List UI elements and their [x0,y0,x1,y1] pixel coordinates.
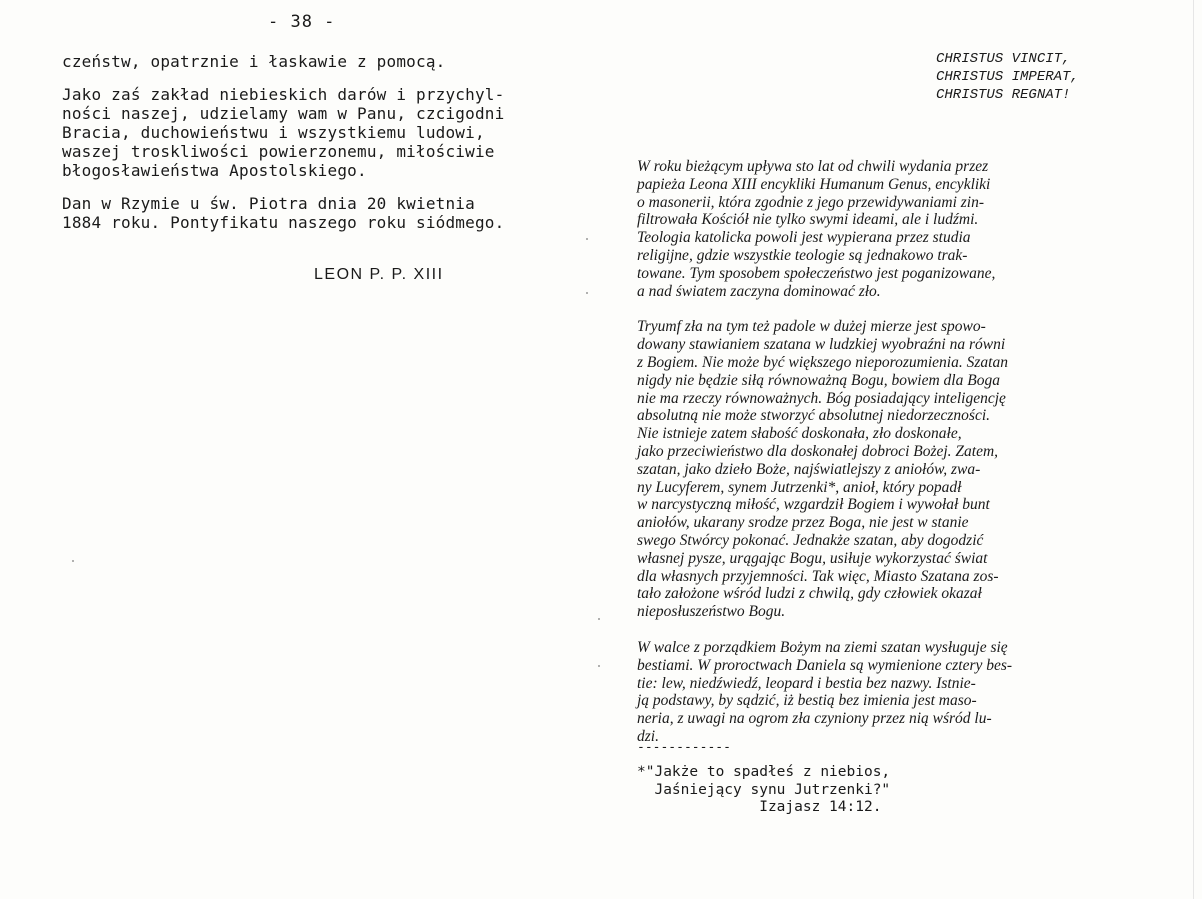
left-paragraph-1: czeństw, opatrznie i łaskawie z pomocą. [62,52,446,71]
left-page-text [62,52,562,246]
page-number: - 38 - [268,12,336,32]
right-paragraph-3: W walce z porządkiem Bożym na ziemi szatan wysługuje się bestiami. W proroctwach Daniela są wymienione cztery bes- tie: lew, niedźwiedź, leopard i bestia bez nazwy. Istnie- ją podstawy, by sądzić, iż bestią bez imienia jest maso- neria, z uwagi na ogrom zła czyniony przez nią wśród lu- dzi. [637,638,1013,745]
motto: CHRISTUS VINCIT, CHRISTUS IMPERAT, CHRISTUS REGNAT! [936,51,1079,103]
footnote: *"Jakże to spadłeś z niebios, Jaśniejący synu Jutrzenki?" Izajasz 14:12. [637,764,891,815]
papal-signature: LEON P. P. XIII [314,266,444,283]
left-paragraph-2: Jako zaś zakład niebieskich darów i przychyl- ności naszej, udzielamy wam w Panu, czcigodni Bracia, duchowieństwu i wszystkiemu ludowi, waszej troskliwości powierzonemu, miłościwie błogosławieństwa Apostolskiego. [62,85,505,180]
right-paragraph-1: W roku bieżącym upływa sto lat od chwili wydania przez papieża Leona XIII encykliki Humanum Genus, encykliki o masonerii, która zgodnie z jego przewidywaniami zin- filtrowała Kościół nie tylko swymi ideami, ale i ludźmi. Teologia katolicka powoli jest wypierana przez studia religijne, gdzie wszystkie teologie są jednakowo trak- towane. Tym sposobem społeczeństwo jest poganizowane, a nad światem zaczyna dominować zło. [637,158,996,300]
left-paragraph-3: Dan w Rzymie u św. Piotra dnia 20 kwietnia 1884 roku. Pontyfikatu naszego roku siódmego. [62,194,505,232]
scan-speck [598,618,600,620]
right-paragraph-2: Tryumf zła na tym też padole w dużej mierze jest spowo- dowany stawianiem szatana w ludzkiej wyobraźni na równi z Bogiem. Nie może być większego nieporozumienia. Szatan nigdy nie będzie siłą równoważną Bogu, bowiem dla Boga nie ma rzeczy równoważnych. Bóg posiadający inteligencję absolutną nie może stworzyć absolutnej niedorzeczności. Nie istnieje zatem słabość doskonała, zło doskonałe, jako przeciwieństwo dla doskonałej dobroci Bożej. Zatem, szatan, jako dzieło Boże, najświatlejszy z aniołów, zwa- ny Lucyferem, synem Jutrzenki*, anioł, który popadł w narcystyczną miłość, wzgardził Bogiem i wywołał bunt aniołów, ukarany srodze przez Boga, nie jest w stanie swego Stwórcy pokonać. Jednakże szatan, aby dogodzić własnej pysze, urągając Bogu, usiłuje wykorzystać świat dla własnych przyjemności. Tak więc, Miasto Szatana zos- tało założone wśród ludzi z chwilą, gdy człowiek okazał nieposłuszeństwo Bogu. [637,318,1008,621]
right-page-text [637,158,1157,764]
footnote-rule: ------------ [637,740,731,755]
scan-speck [72,560,74,562]
scan-speck [598,665,600,667]
scan-speck [586,238,588,240]
page-edge [1193,0,1194,899]
scan-speck [586,292,588,294]
